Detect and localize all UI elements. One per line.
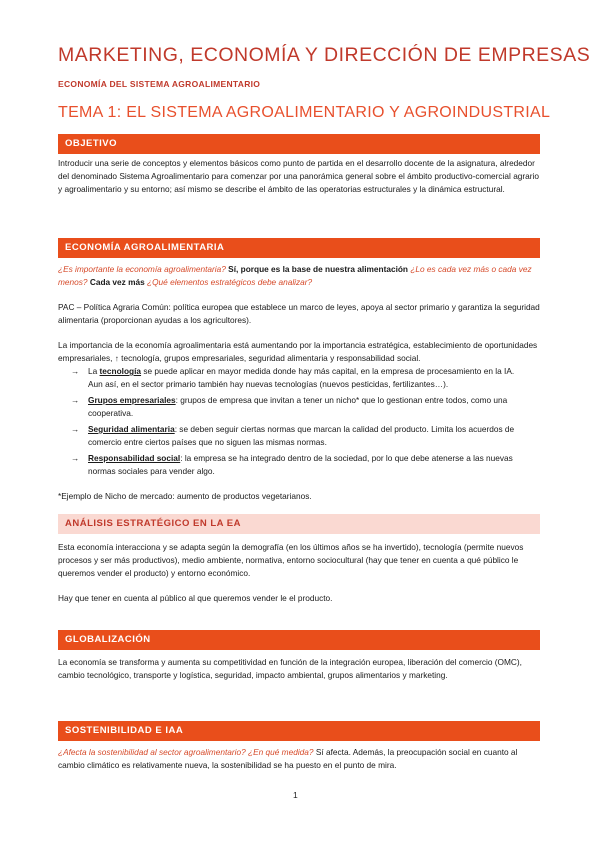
- bullet-seguridad: [71, 423, 528, 449]
- page-number: 1: [293, 790, 298, 800]
- arrow-icon: →: [71, 366, 80, 376]
- bullet-text: : se deben seguir ciertas normas que marcan la calidad del producto. Limita los acuerdos de comercio entre ciertos países que no siguen las mismas normas.: [88, 424, 515, 448]
- nicho-footnote: *Ejemplo de Nicho de mercado: aumento de productos vegetarianos.: [58, 491, 312, 501]
- bullet-grupos: [71, 394, 528, 420]
- section-heading-globalizacion: GLOBALIZACIÓN: [58, 630, 540, 650]
- globalizacion-text: La economía se transforma y aumenta su competitividad en función de la integración europea, liberación del comercio (OMC), cambio tecnológico, transporte y logística, seguridad, impacto ambiental, grupos alimentarios y marketing.: [58, 657, 522, 681]
- analisis-text-1: Esta economía interacciona y se adapta según la demografía (en los últimos años se ha invertido), tecnología (permite nuevos procesos y ser más productivos), medio ambiente, normativa, entorno sociocultural (hay que tener en cuenta a qué público le queremos vender el producto) y entorno económico.: [58, 542, 524, 579]
- section-heading-economia: ECONOMÍA AGROALIMENTARIA: [58, 238, 540, 258]
- question-2: ¿Lo es cada vez más o cada vez menos?: [58, 264, 532, 288]
- sostenibilidad-question: ¿Afecta la sostenibilidad al sector agroalimentario? ¿En qué medida?: [58, 747, 314, 757]
- bullet-text: : la empresa se ha integrado dentro de la sociedad, por lo que debe atenerse a las nuevas normas sociales para vender algo.: [88, 453, 513, 477]
- sostenibilidad-answer: Sí afecta. Además, la preocupación social en cuanto al cambio climático es relativamente nueva, la sostenibilidad se ha puesto en el punto de mira.: [58, 747, 518, 771]
- document-subtitle: ECONOMÍA DEL SISTEMA AGROALIMENTARIO: [58, 79, 261, 89]
- importancia-text: La importancia de la economía agroalimentaria está aumentando por la importancia estratégica, establecimiento de oportunidades empresariales, ↑ tecnología, grupos empresariales, seguridad alimentaria y responsabilidad social.: [58, 340, 538, 364]
- tema-title: TEMA 1: EL SISTEMA AGROALIMENTARIO Y AGROINDUSTRIAL: [58, 104, 551, 121]
- bullet-text: se puede aplicar en mayor medida donde hay más capital, en la empresa de procesamiento en la IA. Aun así, en el sector primario también hay nuevas tecnologías (nuevos pesticidas, fertilizantes…).: [88, 366, 515, 390]
- question-3: ¿Qué elementos estratégicos debe analizar?: [147, 277, 313, 288]
- economia-questions: [58, 263, 540, 289]
- pac-text: PAC – Política Agraria Común: política europea que establece un marco de leyes, apoya al sector primario y garantiza la seguridad alimentaria (proporcionan ayudas a los agricultores).: [58, 302, 540, 326]
- arrow-icon: →: [71, 395, 80, 405]
- bullet-tecnologia: → La tecnología se puede aplicar en mayor medida donde hay más capital, en la empresa de procesamiento en la IA. Aun así, en el sector primario también hay nuevas tecnologías (nuevos pesticidas, fertilizantes…).: [71, 366, 515, 390]
- document-title: MARKETING, ECONOMÍA Y DIRECCIÓN DE EMPRESAS: [58, 44, 591, 66]
- bullet-term: Seguridad alimentaria: [88, 424, 175, 434]
- arrow-icon: →: [71, 453, 80, 463]
- section-heading-analisis: ANÁLISIS ESTRATÉGICO EN LA EA: [58, 514, 540, 534]
- bullet-text: : grupos de empresa que invitan a tener un nicho* que lo gestionan entre todos, como una cooperativa.: [88, 395, 508, 419]
- answer-1: Sí, porque es la base de nuestra alimentación: [225, 264, 411, 274]
- arrow-icon: →: [71, 424, 80, 434]
- bullet-term: tecnología: [99, 366, 142, 376]
- section-heading-objetivo: OBJETIVO: [58, 134, 540, 154]
- bullet-term: Grupos empresariales: [88, 395, 176, 405]
- sostenibilidad-text: [58, 746, 540, 772]
- analisis-text-2: Hay que tener en cuenta al público al que queremos vender le el producto.: [58, 593, 333, 603]
- question-1: ¿Es importante la economía agroalimentaria?: [58, 264, 226, 274]
- bullet-term: Responsabilidad social: [88, 453, 181, 463]
- objetivo-text: Introducir una serie de conceptos y elementos básicos como punto de partida en el desarrollo docente de la asignatura, alrededor del denominado Sistema Agroalimentario para comenzar por una panorámica general sobre el ámbito productivo-comercial agrario y agroalimentario y su entorno; así mismo se describe el ámbito de las operatorias estructurales y la dinámica estructural.: [58, 158, 540, 195]
- section-heading-sostenibilidad: SOSTENIBILIDAD E IAA: [58, 721, 540, 741]
- answer-2: Cada vez más: [87, 277, 148, 288]
- bullet-responsabilidad: [71, 452, 528, 478]
